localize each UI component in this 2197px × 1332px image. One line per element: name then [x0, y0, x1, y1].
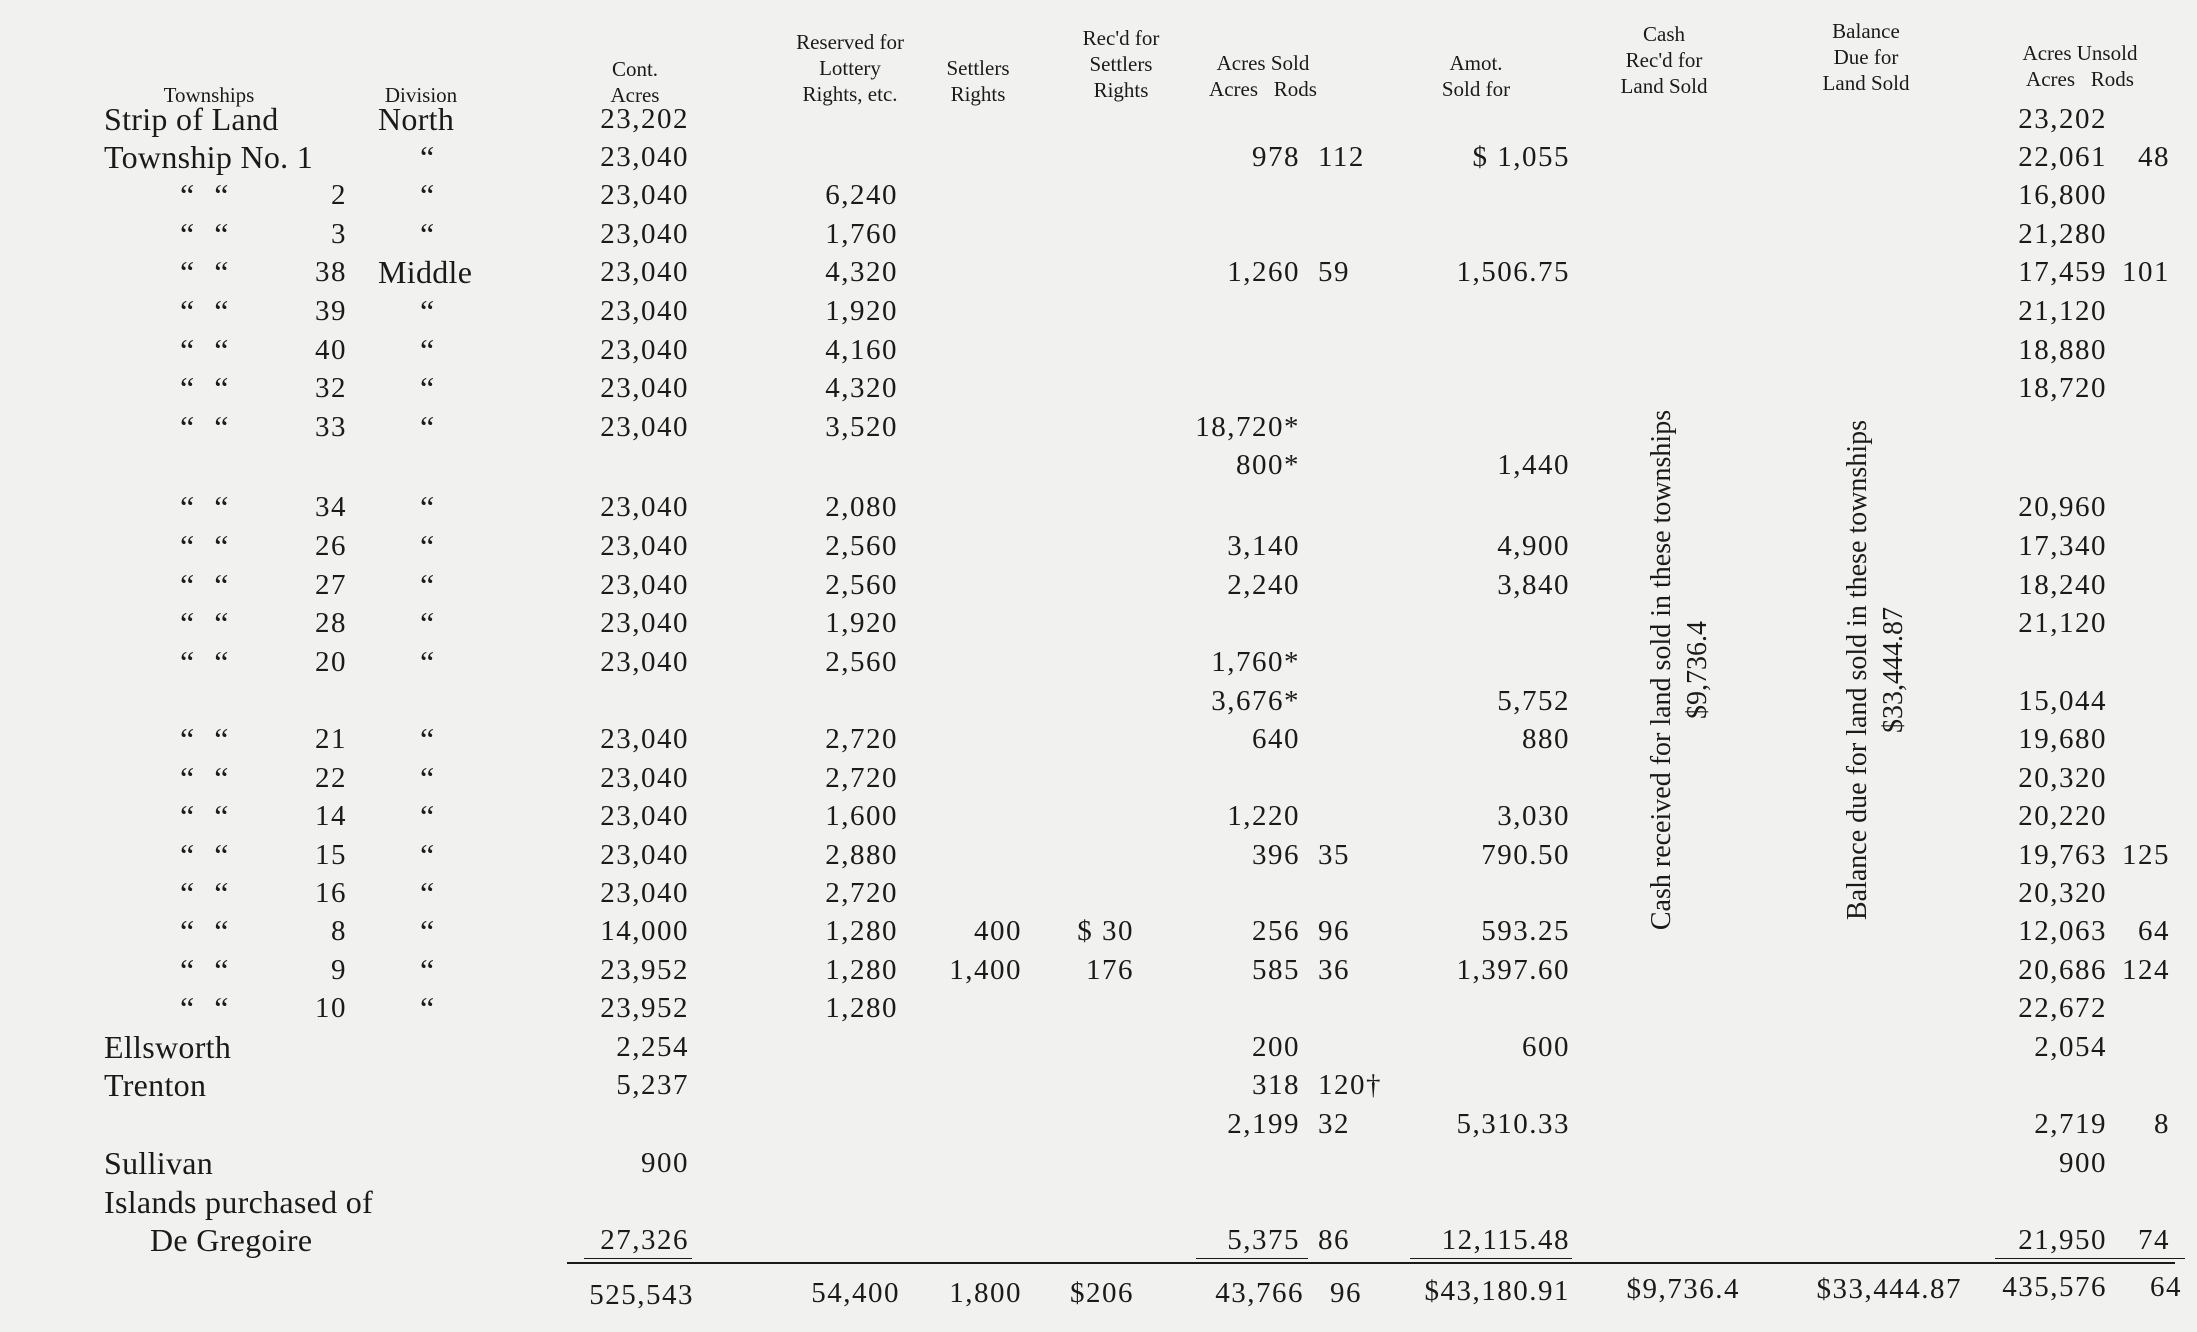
- total-settlers: 1,800: [949, 1277, 1022, 1309]
- cont-acres: 23,040: [600, 179, 689, 211]
- township-number: 32: [315, 372, 347, 404]
- division: “: [420, 837, 435, 873]
- township-name: “ “: [180, 913, 235, 949]
- cont-acres: 23,040: [600, 569, 689, 601]
- sold-acres: 585: [1252, 954, 1300, 986]
- sold-acres: 18,720*: [1195, 411, 1300, 443]
- township-number: 21: [315, 723, 347, 755]
- cont-acres: 23,040: [600, 839, 689, 871]
- township-number: 33: [315, 411, 347, 443]
- unsold-acres: 15,044: [2018, 685, 2107, 717]
- sold-rods: 96: [1318, 915, 1350, 947]
- amount-sold: 790.50: [1481, 839, 1570, 871]
- reserved-lottery: 4,320: [825, 256, 898, 288]
- reserved-lottery: 4,320: [825, 372, 898, 404]
- township-name: “ “: [180, 990, 235, 1026]
- township-name: Township No. 1: [104, 139, 314, 175]
- reserved-lottery: 2,720: [825, 877, 898, 909]
- township-number: 3: [331, 218, 347, 250]
- reserved-lottery: 6,240: [825, 179, 898, 211]
- unsold-acres: 17,340: [2018, 530, 2107, 562]
- sold-rods: 59: [1318, 256, 1350, 288]
- recd-settlers: 176: [1086, 954, 1134, 986]
- division: “: [420, 139, 435, 175]
- township-name: “ “: [180, 489, 235, 525]
- subtotal-underline: [1995, 1258, 2185, 1259]
- amount-sold: 1,397.60: [1456, 954, 1570, 986]
- unsold-rods: 124: [2122, 954, 2170, 986]
- sold-acres: 396: [1252, 839, 1300, 871]
- division: “: [420, 177, 435, 213]
- reserved-lottery: 1,280: [825, 954, 898, 986]
- cont-acres: 23,040: [600, 295, 689, 327]
- township-name: Sullivan: [104, 1145, 214, 1181]
- unsold-acres: 23,202: [2018, 103, 2107, 135]
- unsold-acres: 21,120: [2018, 295, 2107, 327]
- unsold-rods: 48: [2138, 141, 2170, 173]
- cont-acres: 23,952: [600, 954, 689, 986]
- cont-acres: 23,952: [600, 992, 689, 1024]
- township-name: “ “: [180, 409, 235, 445]
- sold-acres: 256: [1252, 915, 1300, 947]
- total-balance: $33,444.87: [1816, 1273, 1962, 1305]
- division: “: [420, 332, 435, 368]
- unsold-acres: 18,880: [2018, 334, 2107, 366]
- township-name: Islands purchased of: [104, 1184, 374, 1220]
- division: “: [420, 644, 435, 680]
- sold-rods: 35: [1318, 839, 1350, 871]
- township-number: 26: [315, 530, 347, 562]
- total-unsold-rods: 64: [2150, 1271, 2182, 1303]
- total-reserved: 54,400: [811, 1277, 900, 1309]
- sold-acres: 2,240: [1227, 569, 1300, 601]
- unsold-acres: 21,280: [2018, 218, 2107, 250]
- total-amount: $43,180.91: [1424, 1275, 1570, 1307]
- township-number: 16: [315, 877, 347, 909]
- unsold-acres: 18,720: [2018, 372, 2107, 404]
- header-acres-sold: Acres Sold Acres Rods: [1209, 51, 1317, 101]
- reserved-lottery: 2,560: [825, 646, 898, 678]
- division: “: [420, 990, 435, 1026]
- division: “: [420, 567, 435, 603]
- total-sold-acres: 43,766: [1215, 1277, 1304, 1309]
- recd-settlers: $ 30: [1077, 915, 1134, 947]
- sold-acres: 978: [1252, 141, 1300, 173]
- cont-acres: 14,000: [600, 915, 689, 947]
- amount-sold: 600: [1522, 1031, 1570, 1063]
- balance-due-note: Balance due for land sold in these townships $33,444.87: [1842, 419, 1909, 921]
- township-number: 9: [331, 954, 347, 986]
- cont-acres: 23,040: [600, 800, 689, 832]
- sold-acres: 2,199: [1227, 1108, 1300, 1140]
- cont-acres: 23,202: [600, 103, 689, 135]
- division: “: [420, 409, 435, 445]
- division: “: [420, 798, 435, 834]
- subtotal-underline: [584, 1258, 692, 1259]
- total-recd: $206: [1070, 1277, 1134, 1309]
- cont-acres: 900: [641, 1147, 689, 1179]
- cont-acres: 23,040: [600, 646, 689, 678]
- unsold-acres: 20,220: [2018, 800, 2107, 832]
- reserved-lottery: 1,920: [825, 607, 898, 639]
- unsold-acres: 22,061: [2018, 141, 2107, 173]
- reserved-lottery: 1,600: [825, 800, 898, 832]
- sold-acres: 3,140: [1227, 530, 1300, 562]
- unsold-acres: 20,320: [2018, 877, 2107, 909]
- unsold-acres: 20,960: [2018, 491, 2107, 523]
- reserved-lottery: 1,280: [825, 992, 898, 1024]
- township-name: “ “: [180, 370, 235, 406]
- township-number: 40: [315, 334, 347, 366]
- reserved-lottery: 4,160: [825, 334, 898, 366]
- amount-sold: $ 1,055: [1472, 141, 1570, 173]
- sold-acres: 640: [1252, 723, 1300, 755]
- header-settlers-rights: Settlers Rights: [946, 56, 1010, 106]
- division: “: [420, 913, 435, 949]
- township-number: 28: [315, 607, 347, 639]
- unsold-acres: 18,240: [2018, 569, 2107, 601]
- unsold-rods: 101: [2122, 256, 2170, 288]
- township-name: “ “: [180, 293, 235, 329]
- amount-sold: 593.25: [1481, 915, 1570, 947]
- reserved-lottery: 1,920: [825, 295, 898, 327]
- amount-sold: 1,506.75: [1456, 256, 1570, 288]
- unsold-acres: 17,459: [2018, 256, 2107, 288]
- township-name: De Gregoire: [150, 1222, 313, 1258]
- total-rule: [567, 1262, 2175, 1264]
- township-name: “ “: [180, 644, 235, 680]
- header-reserved: Reserved for Lottery Rights, etc.: [796, 30, 904, 106]
- township-name: “ “: [180, 798, 235, 834]
- township-number: 15: [315, 839, 347, 871]
- township-name: “ “: [180, 760, 235, 796]
- cont-acres: 23,040: [600, 762, 689, 794]
- township-number: 27: [315, 569, 347, 601]
- township-name: “ “: [180, 952, 235, 988]
- reserved-lottery: 2,880: [825, 839, 898, 871]
- total-cont-acres: 525,543: [589, 1279, 694, 1311]
- cont-acres: 23,040: [600, 141, 689, 173]
- township-number: 38: [315, 256, 347, 288]
- unsold-acres: 12,063: [2018, 915, 2107, 947]
- division: “: [420, 489, 435, 525]
- township-name: “ “: [180, 216, 235, 252]
- reserved-lottery: 3,520: [825, 411, 898, 443]
- reserved-lottery: 2,080: [825, 491, 898, 523]
- cont-acres: 5,237: [616, 1069, 689, 1101]
- cont-acres: 23,040: [600, 372, 689, 404]
- cont-acres: 23,040: [600, 607, 689, 639]
- amount-sold: 12,115.48: [1441, 1224, 1570, 1256]
- reserved-lottery: 2,720: [825, 762, 898, 794]
- cont-acres: 23,040: [600, 256, 689, 288]
- township-name: “ “: [180, 254, 235, 290]
- division: “: [420, 216, 435, 252]
- reserved-lottery: 2,560: [825, 530, 898, 562]
- header-townships: Townships: [163, 83, 255, 107]
- header-recd-settlers: Rec'd for Settlers Rights: [1082, 26, 1160, 102]
- unsold-acres: 20,320: [2018, 762, 2107, 794]
- township-number: 34: [315, 491, 347, 523]
- division: “: [420, 370, 435, 406]
- sold-rods: 112: [1318, 141, 1365, 173]
- unsold-acres: 19,763: [2018, 839, 2107, 871]
- unsold-acres: 19,680: [2018, 723, 2107, 755]
- unsold-rods: 8: [2154, 1108, 2170, 1140]
- total-sold-rods: 96: [1330, 1277, 1362, 1309]
- header-amount-sold: Amot. Sold for: [1441, 51, 1511, 101]
- sold-acres: 318: [1252, 1069, 1300, 1101]
- division: “: [420, 952, 435, 988]
- sold-acres: 200: [1252, 1031, 1300, 1063]
- unsold-acres: 22,672: [2018, 992, 2107, 1024]
- unsold-acres: 2,054: [2034, 1031, 2107, 1063]
- subtotal-underline: [1410, 1258, 1572, 1259]
- amount-sold: 880: [1522, 723, 1570, 755]
- division: “: [420, 875, 435, 911]
- division: “: [420, 293, 435, 329]
- cont-acres: 27,326: [600, 1224, 689, 1256]
- unsold-rods: 64: [2138, 915, 2170, 947]
- cont-acres: 23,040: [600, 491, 689, 523]
- unsold-acres: 16,800: [2018, 179, 2107, 211]
- township-name: Strip of Land: [104, 101, 279, 137]
- cont-acres: 23,040: [600, 877, 689, 909]
- header-acres-unsold: Acres Unsold Acres Rods: [2022, 41, 2138, 91]
- township-name: “ “: [180, 721, 235, 757]
- cont-acres: 23,040: [600, 723, 689, 755]
- unsold-rods: 74: [2138, 1224, 2170, 1256]
- unsold-acres: 900: [2059, 1147, 2107, 1179]
- division: Middle: [378, 254, 473, 290]
- sold-acres: 3,676*: [1211, 685, 1300, 717]
- amount-sold: 3,840: [1497, 569, 1570, 601]
- cash-received-note: Cash received for land sold in these townships $9,736.4: [1646, 409, 1713, 931]
- sold-acres: 800*: [1236, 449, 1300, 481]
- sold-rods: 32: [1318, 1108, 1350, 1140]
- sold-rods: 86: [1318, 1224, 1350, 1256]
- cont-acres: 23,040: [600, 530, 689, 562]
- sold-acres: 1,760*: [1211, 646, 1300, 678]
- header-cont-acres: Cont. Acres: [610, 57, 660, 107]
- township-number: 39: [315, 295, 347, 327]
- reserved-lottery: 1,280: [825, 915, 898, 947]
- unsold-acres: 2,719: [2034, 1108, 2107, 1140]
- cont-acres: 2,254: [616, 1031, 689, 1063]
- division: North: [378, 101, 455, 137]
- amount-sold: 4,900: [1497, 530, 1570, 562]
- township-number: 8: [331, 915, 347, 947]
- reserved-lottery: 2,720: [825, 723, 898, 755]
- division: “: [420, 760, 435, 796]
- sold-acres: 1,260: [1227, 256, 1300, 288]
- township-name: “ “: [180, 605, 235, 641]
- township-name: “ “: [180, 567, 235, 603]
- amount-sold: 5,310.33: [1456, 1108, 1570, 1140]
- reserved-lottery: 1,760: [825, 218, 898, 250]
- header-cash-recd: Cash Rec'd for Land Sold: [1620, 22, 1708, 98]
- township-number: 22: [315, 762, 347, 794]
- total-cash: $9,736.4: [1626, 1273, 1740, 1305]
- cont-acres: 23,040: [600, 334, 689, 366]
- division: “: [420, 721, 435, 757]
- township-name: Ellsworth: [104, 1029, 232, 1065]
- total-unsold-acres: 435,576: [2002, 1271, 2107, 1303]
- township-name: Trenton: [104, 1067, 207, 1103]
- settlers-rights: 1,400: [949, 954, 1022, 986]
- sold-acres: 1,220: [1227, 800, 1300, 832]
- division: “: [420, 605, 435, 641]
- settlers-rights: 400: [974, 915, 1022, 947]
- township-name: “ “: [180, 332, 235, 368]
- unsold-rods: 125: [2122, 839, 2170, 871]
- township-number: 10: [315, 992, 347, 1024]
- township-number: 2: [331, 179, 347, 211]
- amount-sold: 1,440: [1497, 449, 1570, 481]
- header-division: Division: [384, 83, 458, 107]
- township-name: “ “: [180, 177, 235, 213]
- unsold-acres: 21,120: [2018, 607, 2107, 639]
- sold-rods: 36: [1318, 954, 1350, 986]
- township-number: 14: [315, 800, 347, 832]
- division: “: [420, 528, 435, 564]
- township-name: “ “: [180, 528, 235, 564]
- reserved-lottery: 2,560: [825, 569, 898, 601]
- cont-acres: 23,040: [600, 218, 689, 250]
- sold-rods: 120†: [1318, 1069, 1382, 1101]
- unsold-acres: 20,686: [2018, 954, 2107, 986]
- sold-acres: 5,375: [1227, 1224, 1300, 1256]
- subtotal-underline: [1196, 1258, 1308, 1259]
- cont-acres: 23,040: [600, 411, 689, 443]
- township-name: “ “: [180, 837, 235, 873]
- header-balance-due: Balance Due for Land Sold: [1822, 19, 1910, 95]
- amount-sold: 5,752: [1497, 685, 1570, 717]
- amount-sold: 3,030: [1497, 800, 1570, 832]
- township-number: 20: [315, 646, 347, 678]
- township-name: “ “: [180, 875, 235, 911]
- unsold-acres: 21,950: [2018, 1224, 2107, 1256]
